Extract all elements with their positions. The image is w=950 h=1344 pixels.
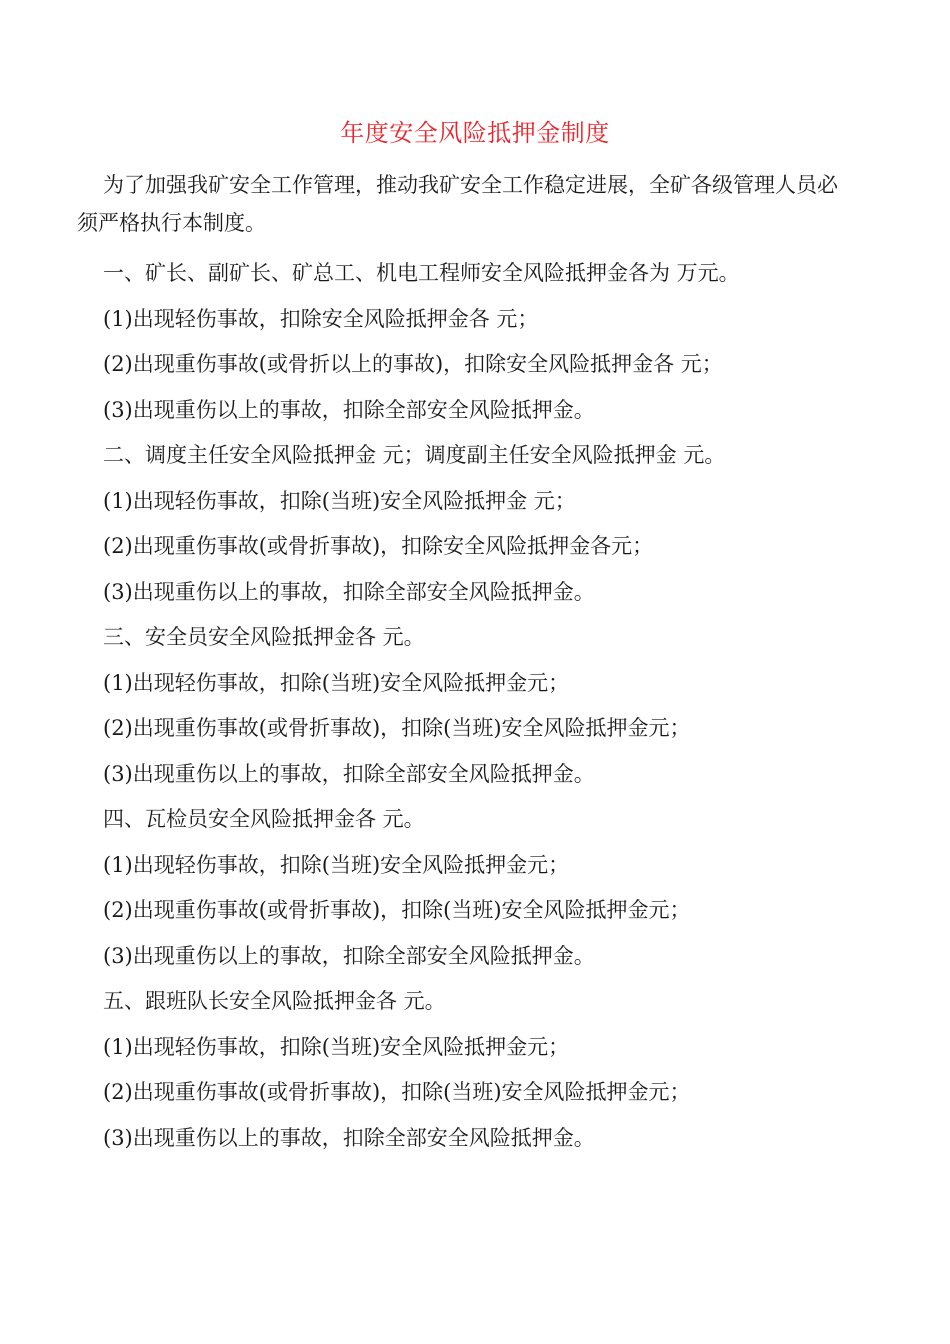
intro-line-2: 须严格执行本制度。 (77, 211, 266, 235)
section-1-item-2: (2)出现重伤事故(或骨折以上的事故)，扣除安全风险抵押金各 元； (103, 352, 723, 376)
section-2-heading: 二、调度主任安全风险抵押金 元；调度副主任安全风险抵押金 元。 (103, 443, 726, 467)
section-1-heading: 一、矿长、副矿长、矿总工、机电工程师安全风险抵押金各为 万元。 (103, 261, 740, 285)
section-4-item-3: (3)出现重伤以上的事故，扣除全部安全风险抵押金。 (103, 943, 595, 968)
section-4-item-2: (2)出现重伤事故(或骨折事故)，扣除(当班)安全风险抵押金元； (103, 898, 691, 922)
section-3-item-2: (2)出现重伤事故(或骨折事故)，扣除(当班)安全风险抵押金元； (103, 716, 691, 740)
section-5-heading: 五、跟班队长安全风险抵押金各 元。 (103, 989, 446, 1013)
section-2-item-1: (1)出现轻伤事故，扣除(当班)安全风险抵押金 元； (103, 488, 576, 513)
section-3-item-3: (3)出现重伤以上的事故，扣除全部安全风险抵押金。 (103, 761, 595, 786)
intro-paragraph (77, 166, 893, 242)
section-1-item-1: (1)出现轻伤事故，扣除安全风险抵押金各 元； (103, 306, 539, 331)
section-2-item-2: (2)出现重伤事故(或骨折事故)，扣除安全风险抵押金各元； (103, 534, 654, 558)
section-2-item-3: (3)出现重伤以上的事故，扣除全部安全风险抵押金。 (103, 579, 595, 604)
section-3-item-1: (1)出现轻伤事故，扣除(当班)安全风险抵押金元； (103, 670, 570, 695)
intro-line-1: 为了加强我矿安全工作管理，推动我矿安全工作稳定进展，全矿各级管理人员必 (103, 173, 838, 197)
regulation-lines (103, 256, 903, 1166)
section-1-item-3: (3)出现重伤以上的事故，扣除全部安全风险抵押金。 (103, 397, 595, 422)
document-title: 年度安全风险抵押金制度 (340, 119, 610, 147)
section-5-item-1: (1)出现轻伤事故，扣除(当班)安全风险抵押金元； (103, 1034, 570, 1059)
section-5-item-3: (3)出现重伤以上的事故，扣除全部安全风险抵押金。 (103, 1125, 595, 1150)
section-4-item-1: (1)出现轻伤事故，扣除(当班)安全风险抵押金元； (103, 852, 570, 877)
section-3-heading: 三、安全员安全风险抵押金各 元。 (103, 625, 425, 649)
section-4-heading: 四、瓦检员安全风险抵押金各 元。 (103, 807, 425, 831)
section-5-item-2: (2)出现重伤事故(或骨折事故)，扣除(当班)安全风险抵押金元； (103, 1080, 691, 1104)
